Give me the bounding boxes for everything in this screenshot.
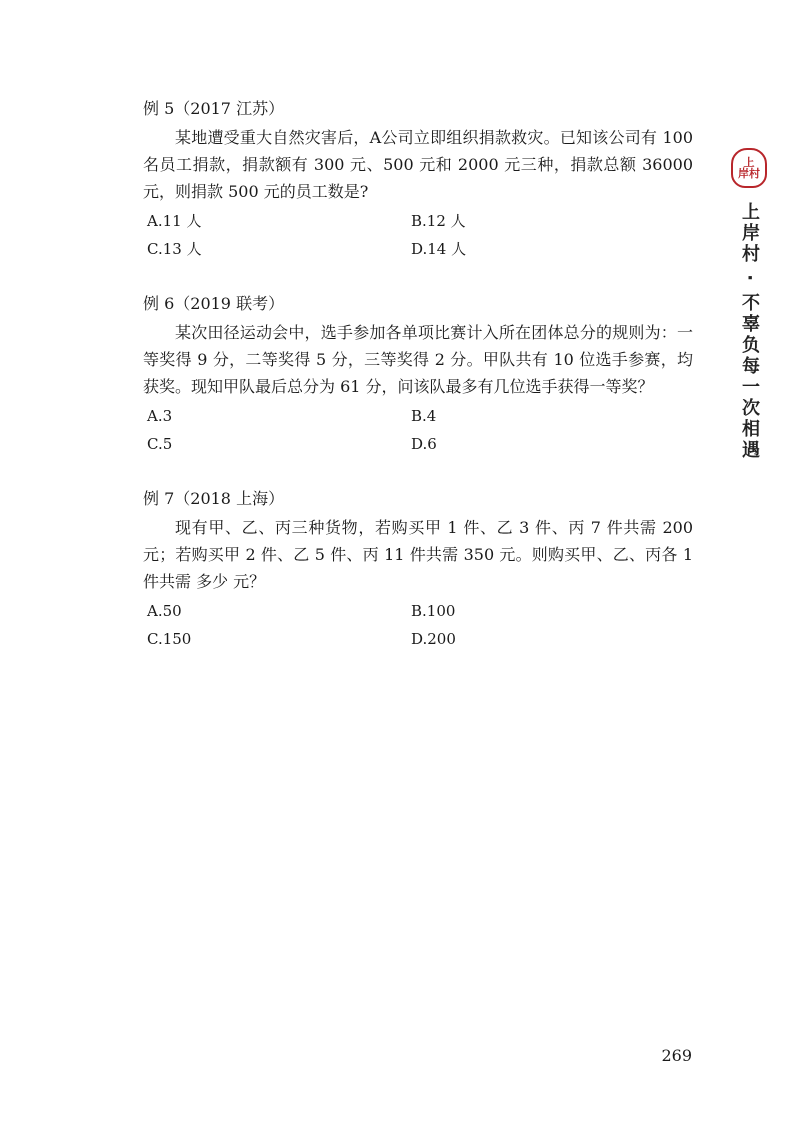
question-text: 某次田径运动会中，选手参加各单项比赛计入所在团体总分的规则为：一等奖得 9 分，二等奖得 5 分，三等奖得 2 分。甲队共有 10 位选手参赛，均获奖。现知甲队最后总分为 61 分，问该队最多有几位选手获得一等奖？	[143, 323, 693, 396]
option-c: C.5	[147, 435, 173, 453]
option-b: B.4	[411, 407, 437, 425]
option-c: C.150	[147, 630, 192, 648]
answer-options	[143, 207, 693, 263]
answer-options	[143, 597, 693, 653]
example-heading: 例 6（2019 联考）	[143, 294, 285, 313]
option-a: A.11 人	[147, 212, 202, 230]
answer-options	[143, 402, 693, 458]
brand-slogan: 上岸村 · 不辜负每一次相遇	[739, 202, 760, 462]
example-7	[143, 486, 693, 653]
option-d: D.200	[411, 630, 456, 648]
question-text: 某地遭受重大自然灾害后，A公司立即组织捐款救灾。已知该公司有 100 名员工捐款，捐款额有 300 元、500 元和 2000 元三种，捐款总额 36000 元，则捐款 500 元的员工数是?	[143, 128, 693, 201]
option-a: A.3	[147, 407, 173, 425]
seal-text-bottom: 岸村	[738, 167, 760, 180]
option-d: D.14 人	[411, 240, 467, 258]
option-c: C.13 人	[147, 240, 202, 258]
page-number: 269	[661, 1046, 692, 1065]
page-content	[143, 96, 693, 681]
option-a: A.50	[147, 602, 182, 620]
brand-seal-logo	[731, 148, 767, 188]
option-d: D.6	[411, 435, 437, 453]
option-b: B.12 人	[411, 212, 466, 230]
question-text: 现有甲、乙、丙三种货物，若购买甲 1 件、乙 3 件、丙 7 件共需 200 元；若购买甲 2 件、乙 5 件、丙 11 件共需 350 元。则购买甲、乙、丙各 1 件共需 多少 元？	[143, 518, 693, 591]
example-5	[143, 96, 693, 263]
seal-text-top: 上	[743, 156, 755, 169]
example-6	[143, 291, 693, 458]
option-b: B.100	[411, 602, 456, 620]
side-brand	[729, 148, 769, 461]
example-heading: 例 5（2017 江苏）	[143, 99, 285, 118]
example-heading: 例 7（2018 上海）	[143, 489, 285, 508]
